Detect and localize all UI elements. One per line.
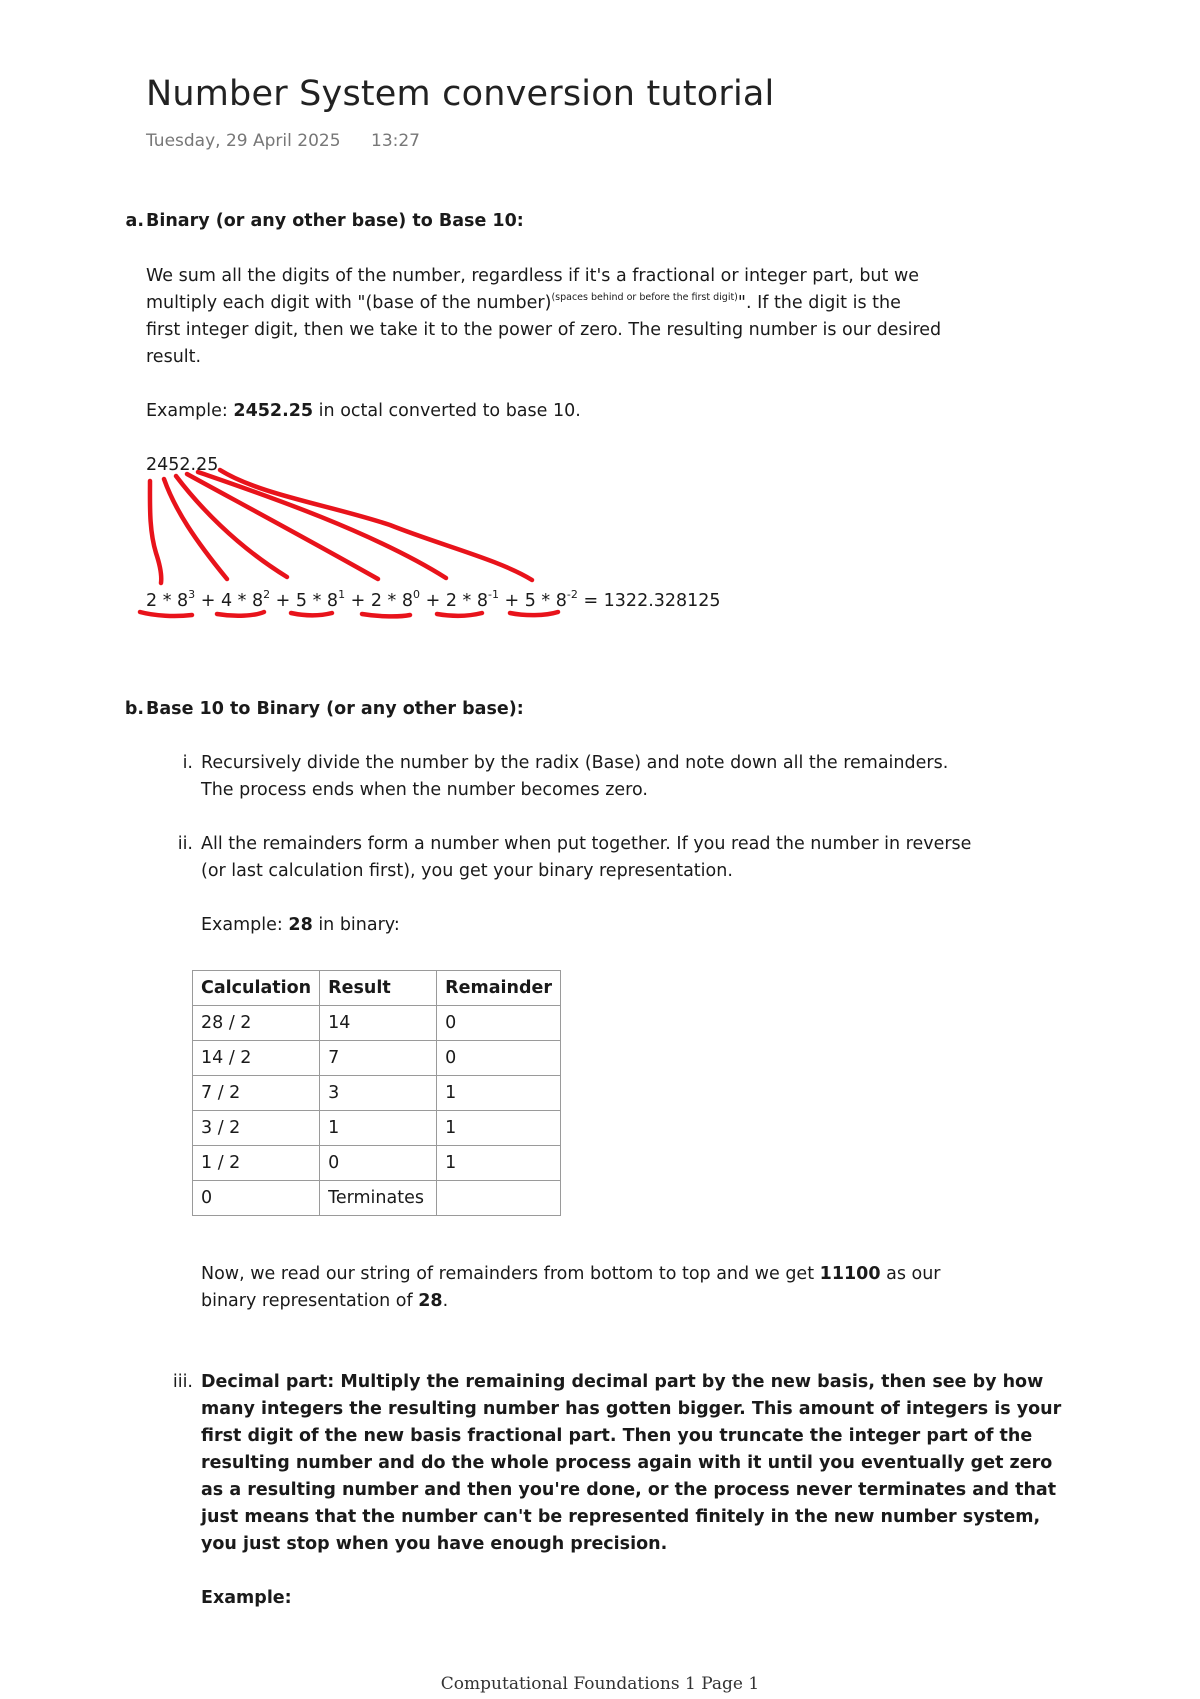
- page-title: Number System conversion tutorial: [146, 74, 775, 114]
- table-cell: 3: [320, 1076, 437, 1111]
- table-cell: 1: [320, 1111, 437, 1146]
- section-a-para-line-1: We sum all the digits of the number, regardless if it's a fractional or integer part, but we: [146, 266, 920, 286]
- step-ii-example: Example: 28 in binary:: [201, 915, 400, 935]
- formula-operator: +: [270, 591, 296, 611]
- formula-term: $2 * 8^3$: [146, 588, 196, 611]
- table-cell: 1 / 2: [193, 1146, 320, 1181]
- table-cell: 0: [437, 1041, 561, 1076]
- after-table-line-1: Now, we read our string of remainders from bottom to top and we get 11100 as our: [201, 1264, 941, 1284]
- table-cell: 1: [437, 1111, 561, 1146]
- section-b-heading: Base 10 to Binary (or any other base):: [146, 699, 524, 719]
- step-iii-example-label: Example:: [201, 1588, 292, 1608]
- step-iii-line-2: many integers the resulting number has gotten bigger. This amount of integers is your: [201, 1399, 1062, 1419]
- page-time: 13:27: [371, 131, 420, 151]
- annotation-stroke: [164, 479, 227, 579]
- formula-term: $5 * 8^{-2}$: [524, 588, 578, 611]
- step-ii-marker: ii.: [177, 834, 193, 854]
- step-ii-line-1: All the remainders form a number when put together. If you read the number in reverse: [201, 834, 972, 854]
- power-note-superscript: (spaces behind or before the first digit): [551, 292, 738, 303]
- section-a-marker: a.: [125, 211, 144, 231]
- section-a-para-line-3: first integer digit, then we take it to the power of zero. The resulting number is our desired: [146, 320, 942, 340]
- table-cell: 14: [320, 1006, 437, 1041]
- step-i-line-2: The process ends when the number becomes zero.: [201, 780, 648, 800]
- section-a-example: Example: 2452.25 in octal converted to base 10.: [146, 401, 581, 421]
- annotation-underline: [510, 612, 558, 615]
- table-cell: 0: [193, 1181, 320, 1216]
- step-iii-line-5: as a resulting number and then you're done, or the process never terminates and that: [201, 1480, 1057, 1500]
- octal-number: 2452.25: [146, 455, 219, 475]
- formula-operator: +: [195, 591, 221, 611]
- table-cell: 14 / 2: [193, 1041, 320, 1076]
- page-footer: Computational Foundations 1 Page 1: [440, 1674, 760, 1694]
- annotation-underline: [217, 612, 264, 616]
- section-a-para-line-2: multiply each digit with "(base of the number)$^{(spaces behind or before the first digit)}$". If the digit is the: [146, 292, 901, 313]
- formula-operator: +: [498, 591, 525, 611]
- table-header-cell: Result: [320, 971, 437, 1006]
- step-iii-line-3: first digit of the new basis fractional part. Then you truncate the integer part of the: [201, 1426, 1033, 1446]
- table-header-cell: Calculation: [193, 971, 320, 1006]
- section-b-marker: b.: [124, 699, 144, 719]
- annotation-underline: [140, 612, 192, 616]
- annotation-underline: [291, 613, 332, 615]
- table-cell: Terminates: [320, 1181, 437, 1216]
- formula-term: $4 * 8^2$: [220, 588, 271, 611]
- step-iii-line-4: resulting number and do the whole process again with it until you eventually get zero: [201, 1453, 1053, 1473]
- annotation-stroke: [150, 481, 161, 583]
- step-iii-marker: iii.: [172, 1372, 193, 1392]
- table-header-cell: Remainder: [437, 971, 561, 1006]
- table-cell: 1: [437, 1146, 561, 1181]
- formula-result: = 1322.328125: [583, 591, 721, 611]
- table-cell: 7 / 2: [193, 1076, 320, 1111]
- table-cell: 0: [320, 1146, 437, 1181]
- step-i-marker: i.: [182, 753, 193, 773]
- page-date: Tuesday, 29 April 2025: [146, 131, 341, 151]
- table-cell: 1: [437, 1076, 561, 1111]
- annotation-underline: [362, 614, 410, 616]
- table-cell: 3 / 2: [193, 1111, 320, 1146]
- formula-operator: +: [420, 591, 446, 611]
- formula-operator: +: [345, 591, 371, 611]
- section-a-para-line-4: result.: [146, 347, 202, 367]
- step-iii-line-6: just means that the number can't be represented finitely in the new number system,: [201, 1507, 1041, 1527]
- section-a-heading: Binary (or any other base) to Base 10:: [146, 211, 524, 231]
- annotation-stroke: [198, 472, 446, 578]
- table-cell: 0: [437, 1006, 561, 1041]
- step-ii-line-2: (or last calculation first), you get your binary representation.: [201, 861, 733, 881]
- step-iii-line-1: Decimal part: Multiply the remaining decimal part by the new basis, then see by how: [201, 1372, 1044, 1392]
- table-cell: 7: [320, 1041, 437, 1076]
- formula-term: $5 * 8^1$: [295, 588, 346, 611]
- formula-term: $2 * 8^{-1}$: [445, 588, 499, 611]
- step-iii-line-7: you just stop when you have enough precision.: [201, 1534, 668, 1554]
- after-table-line-2: binary representation of 28.: [201, 1291, 449, 1311]
- step-i-line-1: Recursively divide the number by the radix (Base) and note down all the remainders.: [201, 753, 949, 773]
- formula-term: $2 * 8^0$: [370, 588, 421, 611]
- table-cell: 28 / 2: [193, 1006, 320, 1041]
- annotation-underline: [437, 613, 482, 616]
